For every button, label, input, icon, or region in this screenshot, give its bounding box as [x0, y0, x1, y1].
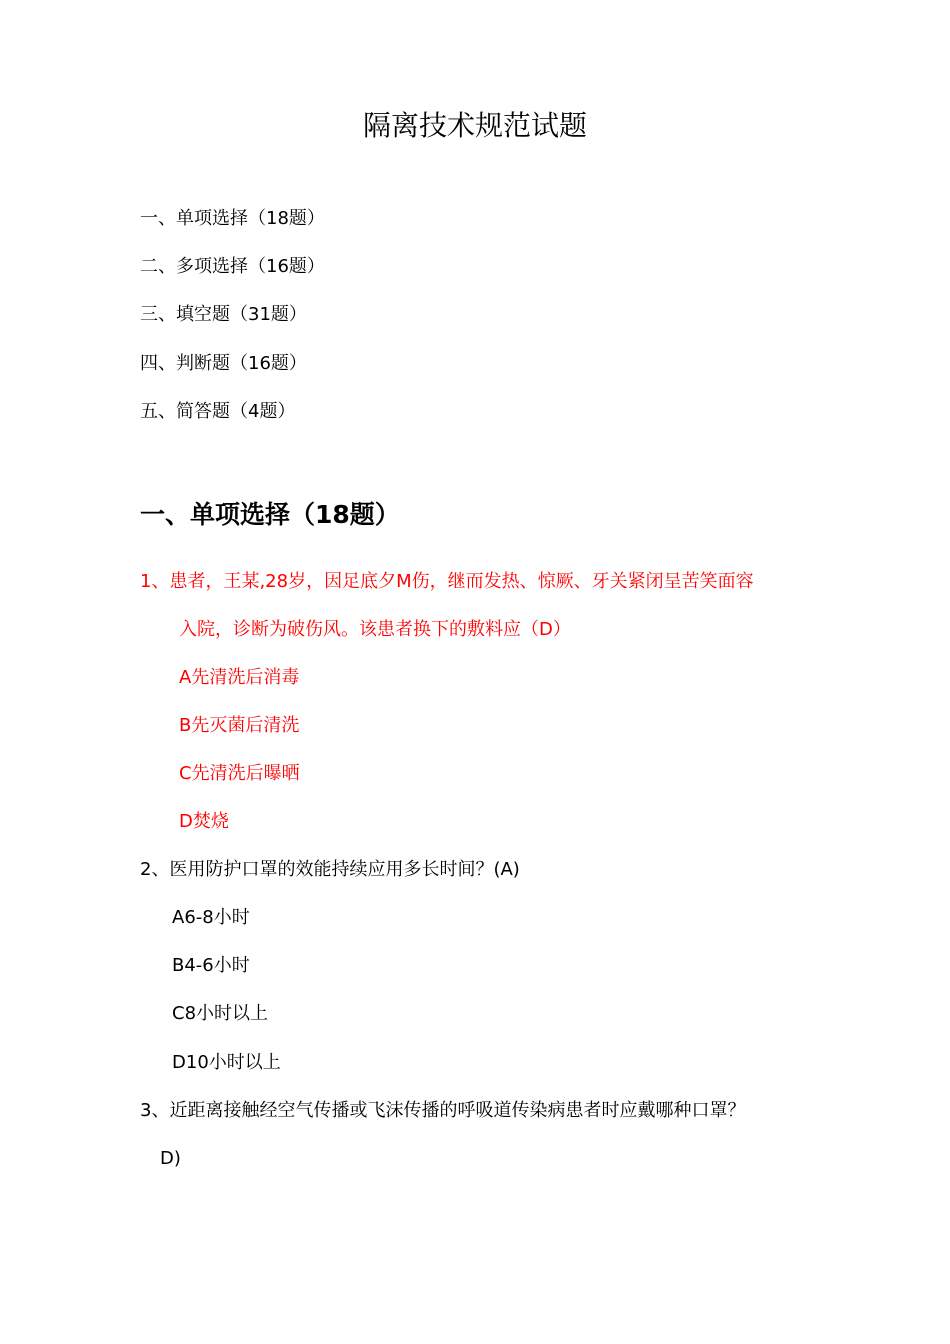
- question-2-option-c: C8小时以上: [172, 1003, 269, 1024]
- question-1-option-c: C先清洗后曝晒: [179, 763, 300, 784]
- document-title: 隔离技术规范试题: [362, 109, 587, 142]
- toc-item-multiple-choice: 二、多项选择（16题）: [140, 256, 325, 277]
- question-2-option-d: D10小时以上: [172, 1052, 281, 1073]
- question-1-stem-line-1: 1、患者，王某,28岁，因足底夕M伤，继而发热、惊厥、牙关紧闭呈苦笑面容: [140, 571, 754, 592]
- question-1-option-b: B先灭菌后清洗: [179, 715, 300, 736]
- toc-item-fill-in-blank: 三、填空题（31题）: [140, 304, 307, 325]
- question-3-stem-line-1: 3、近距离接触经空气传播或飞沫传播的呼吸道传染病患者时应戴哪种口罩？: [140, 1100, 746, 1121]
- question-2-stem: 2、医用防护口罩的效能持续应用多长时间？(A): [140, 859, 520, 880]
- question-2-option-b: B4-6小时: [172, 955, 250, 976]
- question-2-option-a: A6-8小时: [172, 907, 250, 928]
- question-1-option-a: A先清洗后消毒: [179, 667, 300, 688]
- toc-item-single-choice: 一、单项选择（18题）: [140, 208, 325, 229]
- question-3-stem-line-2: D): [160, 1148, 181, 1169]
- toc-item-true-false: 四、判断题（16题）: [140, 353, 307, 374]
- section-heading-single-choice: 一、单项选择（18题）: [140, 500, 400, 529]
- toc-item-short-answer: 五、简答题（4题）: [140, 401, 296, 422]
- question-1-option-d: D焚烧: [179, 811, 229, 832]
- question-1-stem-line-2: 入院，诊断为破伤风。该患者换下的敷料应（D）: [179, 619, 571, 640]
